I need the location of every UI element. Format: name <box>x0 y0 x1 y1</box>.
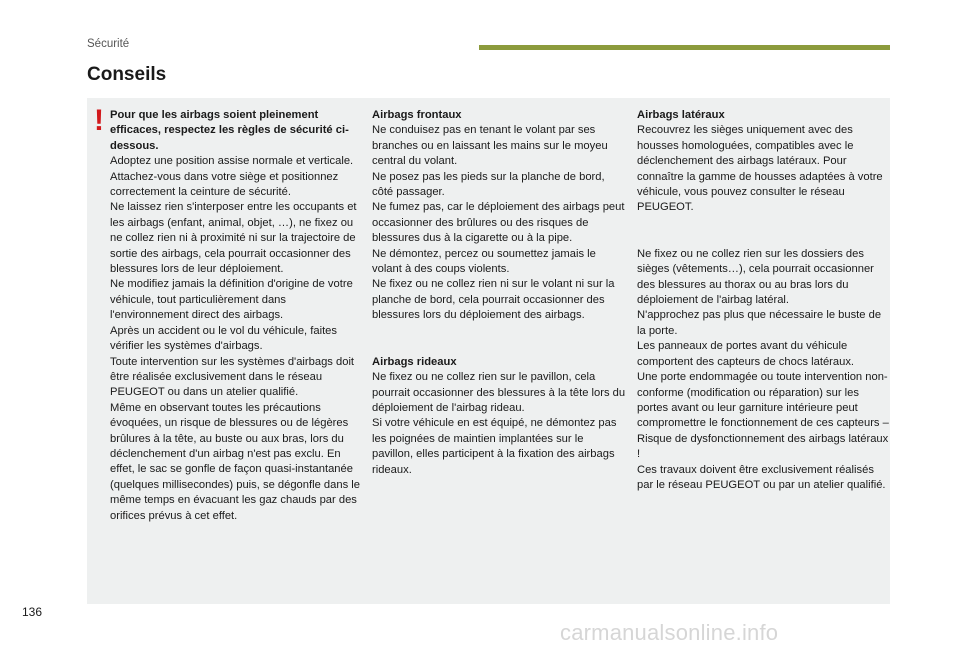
paragraph: Les panneaux de portes avant du véhicule comportent des capteurs de chocs latéraux. <box>637 340 855 368</box>
paragraph: N'approchez pas plus que nécessaire le buste de la porte. <box>637 309 882 337</box>
paragraph: Recouvrez les sièges uniquement avec des housses homologuées, compatibles avec le déclenchement des airbags latéraux. Pour connaître la gamme de housses adaptées à votre véhicule, vous pouvez consulter le réseau PEUGEOT. <box>637 124 883 214</box>
watermark: carmanualsonline.info <box>560 620 779 645</box>
column-general-rules <box>110 108 360 524</box>
paragraph: Ne modifiez jamais la définition d'origine de votre véhicule, tout particulièrement dans l'environnement direct des airbags. <box>110 278 353 322</box>
paragraph: Ne laissez rien s'interposer entre les occupants et les airbags (enfant, animal, objet, …), ne fixez ou ne collez rien ni à proximité ni sur la trajectoire de sortie des airbags, cela pourrait occasionner des blessures lors de leur déploiement. <box>110 201 357 276</box>
paragraph: Ne fixez ou ne collez rien sur le pavillon, cela pourrait occasionner des blessures à la tête lors du déploiement de l'airbag rideau. <box>372 371 626 414</box>
paragraph: Ces travaux doivent être exclusivement réalisés par le réseau PEUGEOT ou par un atelier qualifié. <box>637 463 886 491</box>
paragraph: Ne fixez ou ne collez rien ni sur le volant ni sur la planche de bord, cela pourrait occasionner des blessures lors du déploiement des airbags. <box>372 278 615 322</box>
general-rules-intro: Pour que les airbags soient pleinement efficaces, respectez les règles de sécurité ci-dessous. <box>110 109 349 152</box>
paragraph: Ne conduisez pas en tenant le volant par ses branches ou en laissant les mains sur le moyeu central du volant. <box>372 124 608 168</box>
paragraph: Ne fumez pas, car le déploiement des airbags peut occasionner des brûlures ou des risques de blessures dus à la cigarette ou à la pipe. <box>372 201 625 245</box>
exclamation-icon: ! <box>94 104 104 137</box>
page-number: 136 <box>22 605 43 619</box>
paragraph: Si votre véhicule en est équipé, ne démontez pas les poignées de maintien implantées sur le pavillon, elles participent à la fixation des airbags rideaux. <box>372 417 617 476</box>
paragraph: Attachez-vous dans votre siège et positionnez correctement la ceinture de sécurité. <box>110 170 339 199</box>
section-label: Sécurité <box>87 38 130 50</box>
header-accent-bar <box>479 45 890 50</box>
curtain-airbags-heading: Airbags rideaux <box>372 355 457 368</box>
paragraph: Toute intervention sur les systèmes d'airbags doit être réalisée exclusivement dans le réseau PEUGEOT ou dans un atelier qualifié. <box>110 355 355 399</box>
side-airbags-heading: Airbags latéraux <box>637 109 725 121</box>
paragraph: Après un accident ou le vol du véhicule, faites vérifier les systèmes d'airbags. <box>110 324 337 353</box>
paragraph: Ne fixez ou ne collez rien sur les dossiers des sièges (vêtements…), cela pourrait occasionner des blessures au thorax ou au bras lors du déploiement de l'airbag latéral. <box>637 247 874 307</box>
paragraph: Ne démontez, percez ou soumettez jamais le volant à des coups violents. <box>372 247 596 276</box>
page-title: Conseils <box>87 64 167 85</box>
paragraph: Ne posez pas les pieds sur la planche de bord, côté passager. <box>372 170 605 199</box>
column-frontal-curtain <box>372 108 627 478</box>
paragraph: Adoptez une position assise normale et verticale. <box>110 155 354 168</box>
paragraph: Une porte endommagée ou toute intervention non-conforme (modification ou réparation) sur les portes avant ou leur garniture intérieure peut compromettre le fonctionnement de ces capteurs – Risque de dysfonctionnement des airbags latéraux ! <box>637 371 889 461</box>
column-side-airbags <box>637 108 892 493</box>
frontal-airbags-heading: Airbags frontaux <box>372 109 462 121</box>
paragraph: Même en observant toutes les précautions évoquées, un risque de blessures ou de légères brûlures à la tête, au buste ou aux bras, lors du déclenchement d'un airbag n'est pas exclu. En effet, le sac se gonfle de façon quasi-instantanée (quelques millisecondes) puis, se dégonfle dans le même temps en évacuant les gaz chauds par des orifices prévus à cet effet. <box>110 401 361 522</box>
